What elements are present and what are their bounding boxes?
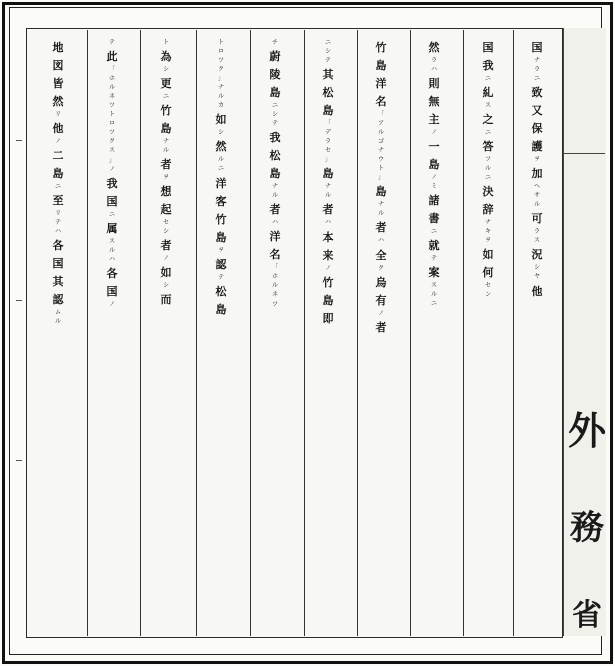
glyph: ニ <box>217 165 225 173</box>
glyph: 答 <box>482 140 494 154</box>
glyph: 来 <box>322 248 334 262</box>
glyph: ゴ <box>377 138 385 146</box>
column-rule <box>87 30 88 636</box>
glyph: ノ <box>430 129 438 137</box>
glyph: ナ <box>162 138 170 146</box>
glyph: ナ <box>217 84 225 92</box>
glyph: 洋 <box>375 77 387 90</box>
column-rule <box>196 30 197 636</box>
glyph: 「 <box>108 66 116 74</box>
glyph: 決 <box>482 185 494 199</box>
glyph: 松 <box>269 149 281 163</box>
glyph: ハ <box>271 219 279 227</box>
glyph: ル <box>108 246 116 254</box>
glyph: ル <box>108 84 116 92</box>
text-column-8 <box>144 38 188 628</box>
glyph: ル <box>54 318 62 326</box>
glyph: 其 <box>52 275 64 289</box>
glyph: 其 <box>322 68 334 82</box>
glyph: 如 <box>160 266 172 280</box>
glyph: 各 <box>106 266 118 280</box>
glyph: ロ <box>108 120 116 128</box>
glyph: リ <box>54 210 62 218</box>
glyph: 者 <box>269 203 281 217</box>
glyph: ハ <box>108 255 116 263</box>
glyph: 洋 <box>269 230 281 244</box>
glyph: ス <box>108 237 116 245</box>
glyph: ル <box>533 201 541 209</box>
glyph: 」 <box>377 174 385 182</box>
column-rule <box>250 30 251 636</box>
glyph: 如 <box>482 248 494 262</box>
glyph: ニ <box>108 210 116 218</box>
text-column-9 <box>90 38 134 628</box>
column-rule <box>357 30 358 636</box>
glyph: ウ <box>377 156 385 164</box>
glyph: シ <box>533 264 541 272</box>
glyph: セ <box>162 219 170 227</box>
glyph: 各 <box>52 239 64 253</box>
glyph: テ <box>430 255 438 263</box>
glyph: ク <box>377 264 385 272</box>
glyph: ニ <box>484 174 492 182</box>
glyph: ツ <box>217 57 225 65</box>
glyph: ノ <box>54 138 62 146</box>
glyph: ニ <box>271 102 279 110</box>
glyph: ヘ <box>533 183 541 191</box>
glyph: 想 <box>160 185 172 199</box>
glyph: 他 <box>52 122 64 136</box>
glyph: 島 <box>322 104 334 118</box>
text-column-4 <box>359 38 403 628</box>
glyph: 有 <box>375 293 387 307</box>
strip-rule <box>563 153 605 154</box>
glyph: 島 <box>269 167 281 181</box>
glyph: 案 <box>428 266 440 280</box>
glyph: 如 <box>215 113 227 127</box>
glyph: ラ <box>430 57 438 64</box>
glyph: ノ <box>324 264 332 272</box>
glyph: 蔚 <box>269 50 281 64</box>
glyph: チ <box>271 39 279 46</box>
glyph: カ <box>217 102 225 110</box>
text-column-7 <box>199 38 243 628</box>
glyph: 竹 <box>160 104 172 118</box>
glyph: 「 <box>377 111 385 118</box>
glyph: 島 <box>322 293 334 307</box>
glyph: シ <box>324 48 332 56</box>
column-rule <box>410 30 411 636</box>
glyph: ニ <box>484 75 492 82</box>
glyph: 島 <box>375 59 387 72</box>
text-column-5 <box>306 38 350 628</box>
glyph: ハ <box>377 237 385 245</box>
glyph: ム <box>54 309 62 317</box>
margin-tick <box>16 460 22 461</box>
glyph: キ <box>484 228 492 236</box>
glyph: 認 <box>52 293 64 307</box>
glyph: 二 <box>52 149 64 163</box>
glyph: ル <box>484 165 492 173</box>
column-rule <box>140 30 141 636</box>
glyph: 客 <box>215 194 227 208</box>
glyph: サ <box>533 192 541 200</box>
glyph: 然 <box>428 41 440 54</box>
glyph: 烏 <box>375 275 387 289</box>
glyph: ナ <box>377 201 385 209</box>
glyph: 竹 <box>322 275 334 289</box>
glyph: 我 <box>269 131 281 145</box>
glyph: 者 <box>160 158 172 172</box>
glyph: 」 <box>108 156 116 164</box>
text-column-3 <box>412 38 456 628</box>
glyph: 起 <box>160 203 172 217</box>
glyph: 無 <box>428 95 440 109</box>
glyph: ト <box>217 39 225 46</box>
glyph: 「 <box>324 120 332 128</box>
glyph: 況 <box>531 248 543 262</box>
glyph: 一 <box>428 140 440 154</box>
glyph: ナ <box>271 183 279 191</box>
glyph: 之 <box>482 113 494 127</box>
glyph: ラ <box>533 66 541 74</box>
glyph: 書 <box>428 212 440 226</box>
glyph: ス <box>108 147 116 155</box>
glyph: ホ <box>271 273 279 281</box>
glyph: 而 <box>160 293 172 307</box>
glyph: ヤ <box>533 273 541 281</box>
glyph: ネ <box>108 93 116 101</box>
glyph: 皆 <box>52 77 64 90</box>
glyph: ル <box>217 93 225 101</box>
glyph: ヲ <box>162 174 170 182</box>
glyph: 島 <box>215 302 227 316</box>
glyph: 至 <box>52 194 64 208</box>
glyph: ク <box>108 138 116 146</box>
glyph: シ <box>271 111 279 119</box>
glyph: ハ <box>54 228 62 236</box>
glyph: ル <box>217 156 225 164</box>
column-rule <box>463 30 464 636</box>
glyph: 就 <box>428 239 440 253</box>
glyph: ヲ <box>217 246 225 254</box>
text-column-1 <box>515 38 559 628</box>
glyph: シ <box>162 228 170 236</box>
glyph: 洋 <box>215 176 227 190</box>
glyph: 島 <box>375 185 387 199</box>
glyph: ス <box>430 282 438 290</box>
glyph: 又 <box>531 104 543 118</box>
glyph: 全 <box>375 248 387 262</box>
glyph: ナ <box>324 183 332 191</box>
glyph: ツ <box>108 102 116 110</box>
glyph: 者 <box>160 239 172 253</box>
glyph: ミ <box>430 183 438 191</box>
glyph: 竹 <box>375 41 387 54</box>
glyph: 島 <box>322 167 334 181</box>
glyph: 陵 <box>269 68 281 82</box>
glyph: 認 <box>215 257 227 271</box>
glyph: 則 <box>428 77 440 91</box>
glyph: 国 <box>52 257 64 271</box>
glyph: 此 <box>106 50 118 64</box>
glyph: フ <box>484 156 492 164</box>
glyph: ル <box>271 192 279 200</box>
glyph: 国 <box>106 194 118 208</box>
glyph: 図 <box>52 59 64 72</box>
glyph: 地 <box>52 41 64 54</box>
glyph: 即 <box>322 311 334 325</box>
margin-glyph: 省 <box>572 598 602 633</box>
glyph: ト <box>162 39 170 46</box>
glyph: 本 <box>322 230 334 244</box>
glyph: 」 <box>324 156 332 164</box>
glyph: ン <box>484 291 492 299</box>
glyph: 松 <box>322 86 334 100</box>
glyph: 致 <box>531 86 543 100</box>
glyph: ル <box>377 129 385 137</box>
glyph: 島 <box>52 167 64 181</box>
glyph: シ <box>217 129 225 137</box>
glyph: 保 <box>531 122 543 136</box>
glyph: ロ <box>217 48 225 56</box>
glyph: 島 <box>269 86 281 100</box>
glyph: ナ <box>533 57 541 64</box>
glyph: テ <box>324 57 332 65</box>
glyph: 我 <box>106 176 118 190</box>
glyph: 我 <box>482 59 494 72</box>
glyph: 「 <box>271 264 279 272</box>
glyph: 竹 <box>215 212 227 226</box>
glyph: 何 <box>482 266 494 280</box>
glyph: ラ <box>533 228 541 236</box>
text-column-6 <box>253 38 297 628</box>
glyph: 然 <box>215 140 227 154</box>
glyph: 名 <box>375 95 387 108</box>
glyph: テ <box>108 39 116 46</box>
glyph: ヲ <box>533 156 541 164</box>
glyph: 可 <box>531 212 543 226</box>
glyph: ノ <box>430 174 438 182</box>
glyph: ホ <box>108 75 116 83</box>
column-rule <box>513 30 514 636</box>
glyph: ア <box>377 120 385 128</box>
glyph: テ <box>217 273 225 281</box>
glyph: 名 <box>269 248 281 262</box>
glyph: 主 <box>428 113 440 127</box>
glyph: 者 <box>375 320 387 334</box>
margin-glyph: 外 <box>568 408 607 453</box>
glyph: リ <box>54 111 62 118</box>
glyph: ニ <box>324 39 332 46</box>
glyph: ノ <box>162 255 170 263</box>
glyph: ナ <box>377 147 385 155</box>
glyph: シ <box>162 282 170 290</box>
glyph: 辞 <box>482 203 494 217</box>
glyph: ニ <box>484 129 492 137</box>
glyph: セ <box>324 147 332 155</box>
glyph: シ <box>162 66 170 74</box>
glyph: 島 <box>160 122 172 136</box>
glyph: ト <box>108 111 116 119</box>
glyph: 国 <box>482 41 494 54</box>
column-rule <box>304 30 305 636</box>
glyph: ノ <box>108 300 116 308</box>
glyph: ル <box>271 282 279 290</box>
glyph: ル <box>430 291 438 299</box>
glyph: テ <box>271 120 279 128</box>
glyph: デ <box>324 129 332 137</box>
glyph: 者 <box>322 203 334 217</box>
glyph: 為 <box>160 50 172 64</box>
glyph: 属 <box>106 221 118 235</box>
glyph: テ <box>54 219 62 227</box>
glyph: 更 <box>160 77 172 91</box>
glyph: 島 <box>215 230 227 244</box>
text-column-10 <box>36 38 80 628</box>
glyph: ル <box>324 192 332 200</box>
glyph: 国 <box>531 41 543 54</box>
glyph: 国 <box>106 284 118 298</box>
glyph: ネ <box>271 291 279 299</box>
glyph: ニ <box>430 228 438 236</box>
glyph: ツ <box>271 300 279 308</box>
glyph: ハ <box>324 219 332 227</box>
margin-tick <box>16 140 22 141</box>
glyph: 松 <box>215 284 227 298</box>
glyph: ト <box>377 165 385 173</box>
glyph: ハ <box>430 66 438 74</box>
glyph: ラ <box>324 138 332 146</box>
glyph: ヲ <box>484 237 492 245</box>
glyph: 然 <box>52 95 64 108</box>
glyph: ノ <box>377 309 385 317</box>
text-column-2 <box>466 38 510 628</box>
glyph: 島 <box>428 158 440 172</box>
margin-glyph: 務 <box>570 508 604 548</box>
glyph: ニ <box>162 93 170 101</box>
glyph: セ <box>484 282 492 290</box>
glyph: ニ <box>533 75 541 83</box>
glyph: 護 <box>531 140 543 154</box>
glyph: 糺 <box>482 86 494 100</box>
glyph: ル <box>377 210 385 218</box>
glyph: ク <box>217 66 225 74</box>
glyph: ナ <box>484 219 492 227</box>
glyph: ル <box>162 147 170 155</box>
glyph: 諸 <box>428 194 440 208</box>
glyph: 他 <box>531 284 543 298</box>
glyph: 加 <box>531 167 543 181</box>
glyph: ノ <box>108 165 116 173</box>
glyph: ニ <box>54 183 62 191</box>
margin-tick <box>16 300 22 301</box>
glyph: ツ <box>108 129 116 137</box>
glyph: 」 <box>217 75 225 83</box>
glyph: ス <box>484 102 492 110</box>
glyph: 者 <box>375 221 387 235</box>
glyph: ニ <box>430 300 438 308</box>
glyph: ス <box>533 237 541 245</box>
